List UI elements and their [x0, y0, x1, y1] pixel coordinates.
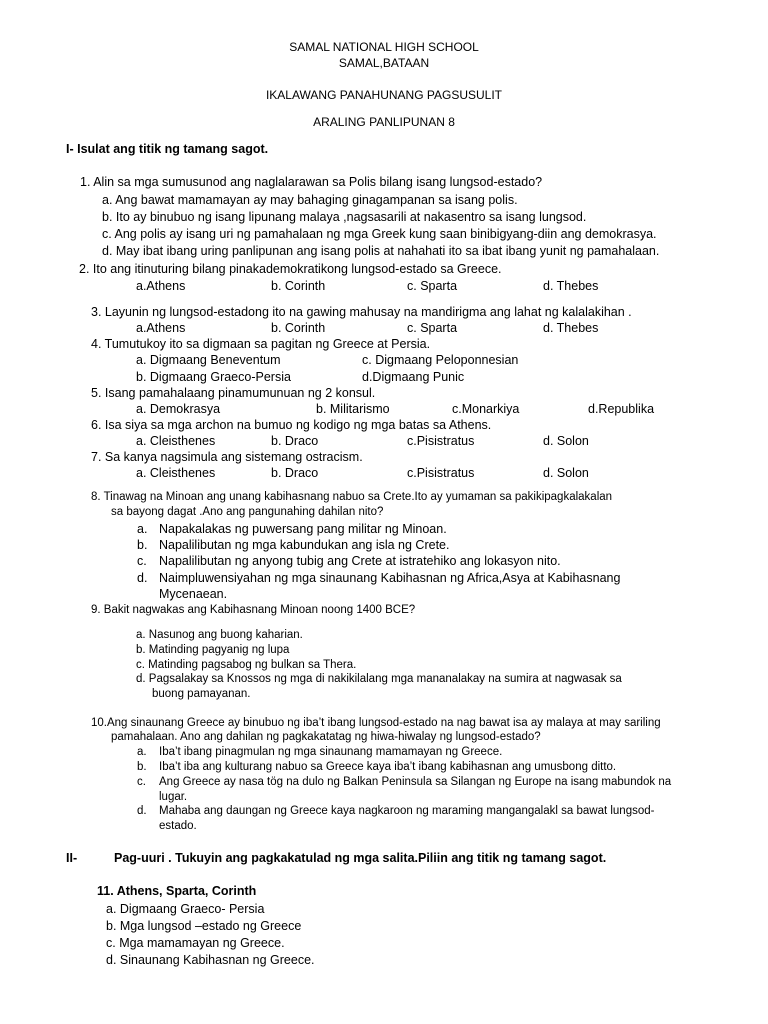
q4-text: 4. Tumutukoy ito sa digmaan sa pagitan ng Greece at Persia.: [91, 337, 431, 351]
q9-option-a: a. Nasunog ang buong kaharian.: [136, 629, 303, 641]
q10-option-c-letter: c.: [137, 776, 146, 788]
q5-option-a: a. Demokrasya: [136, 402, 221, 416]
q10-option-b: Iba’t iba ang kulturang nabuo sa Greece kaya iba’t ibang kabihasnan ang umusbong ditto.: [159, 761, 617, 773]
q1-option-b: b. Ito ay binubuo ng isang lipunang malaya ,nagsasarili at nakasentro sa isang lungsod.: [102, 210, 587, 224]
q11-text: 11. Athens, Sparta, Corinth: [97, 884, 257, 898]
q10-option-d-letter: d.: [137, 805, 147, 817]
q3-text: 3. Layunin ng lungsod-estadong ito na gawing mahusay na mandirigma ang lahat ng kalalakihan .: [91, 305, 632, 319]
q8-option-b-letter: b.: [137, 538, 148, 552]
q4-option-c: c. Digmaang Peloponnesian: [362, 353, 519, 367]
q4-option-b: b. Digmaang Graeco-Persia: [136, 370, 291, 384]
q8-option-c: Napalilibutan ng anyong tubig ang Crete at istratehiko ang lokasyon nito.: [159, 554, 561, 568]
q11-option-a: a. Digmaang Graeco- Persia: [106, 902, 265, 916]
q10-option-d: Mahaba ang daungan ng Greece kaya nagkaroon ng maraming mangangalakl sa bawat lungsod-: [159, 805, 655, 817]
q6-option-c: c.Pisistratus: [407, 434, 475, 448]
q10-option-a: Iba’t ibang pinagmulan ng mga sinaunang mamamayan ng Greece.: [159, 746, 503, 758]
part1-instruction: I- Isulat ang titik ng tamang sagot.: [66, 142, 269, 156]
q10-option-d-cont: estado.: [159, 820, 197, 832]
q5-option-b: b. Militarismo: [316, 402, 390, 416]
q9-option-d: d. Pagsalakay sa Knossos ng mga di nakikilalang mga mananalakay na sumira at nagwasak sa: [136, 673, 622, 685]
q5-text: 5. Isang pamahalaang pinamumunuan ng 2 konsul.: [91, 386, 376, 400]
q8-option-a-letter: a.: [137, 522, 148, 536]
q7-option-b: b. Draco: [271, 466, 319, 480]
q8-option-a: Napakalakas ng puwersang pang militar ng Minoan.: [159, 522, 447, 536]
q6-option-a: a. Cleisthenes: [136, 434, 216, 448]
q7-option-c: c.Pisistratus: [407, 466, 475, 480]
q2-option-c: c. Sparta: [407, 279, 458, 293]
q10-option-c: Ang Greece ay nasa tög na dulo ng Balkan Peninsula sa Silangan ng Europe na isang mabundok na: [159, 776, 672, 788]
q8-option-d-letter: d.: [137, 571, 148, 585]
q5-option-d: d.Republika: [588, 402, 655, 416]
q8-option-b: Napalilibutan ng mga kabundukan ang isla ng Crete.: [159, 538, 450, 552]
q2-text: 2. Ito ang itinuturing bilang pinakademokratikong lungsod-estado sa Greece.: [79, 262, 502, 276]
q2-option-d: d. Thebes: [543, 279, 599, 293]
exam-title: IKALAWANG PANAHUNANG PAGSUSULIT: [265, 88, 503, 102]
subject-title: ARALING PANLIPUNAN 8: [313, 115, 455, 129]
q4-option-a: a. Digmaang Beneventum: [136, 353, 281, 367]
q6-option-d: d. Solon: [543, 434, 589, 448]
q6-text: 6. Isa siya sa mga archon na bumuo ng kodigo ng mga batas sa Athens.: [91, 418, 492, 432]
school-name: SAMAL NATIONAL HIGH SCHOOL: [289, 40, 479, 54]
q1-text: 1. Alin sa mga sumusunod ang naglalarawan sa Polis bilang isang lungsod-estado?: [80, 175, 543, 189]
q9-text: 9. Bakit nagwakas ang Kabihasnang Minoan noong 1400 BCE?: [91, 604, 416, 616]
q1-option-d: d. May ibat ibang uring panlipunan ang isang polis at nahahati ito sa ibat ibang yunit ng pamahalaan.: [102, 244, 660, 258]
q9-option-c: c. Matinding pagsabog ng bulkan sa Thera.: [136, 659, 357, 671]
q11-option-c: c. Mga mamamayan ng Greece.: [106, 936, 285, 950]
q8-text-line1: 8. Tinawag na Minoan ang unang kabihasnang nabuo sa Crete.Ito ay yumaman sa pakikipagkalakalan: [91, 491, 613, 503]
q1-option-c: c. Ang polis ay isang uri ng pamahalaan ng mga Greek kung saan binibigyang-diin ang demokrasya.: [102, 227, 657, 241]
q1-option-a: a. Ang bawat mamamayan ay may bahaging ginagampanan sa isang polis.: [102, 193, 518, 207]
q3-option-d: d. Thebes: [543, 321, 599, 335]
part2-number: II-: [66, 851, 78, 865]
part2-instruction: Pag-uuri . Tukuyin ang pagkakatulad ng mga salita.Piliin ang titik ng tamang sagot.: [114, 851, 607, 865]
q8-option-d-cont: Mycenaean.: [159, 587, 228, 601]
q4-option-d: d.Digmaang Punic: [362, 370, 465, 384]
q11-option-d: d. Sinaunang Kabihasnan ng Greece.: [106, 953, 315, 967]
q10-option-a-letter: a.: [137, 746, 147, 758]
q3-option-b: b. Corinth: [271, 321, 326, 335]
q10-option-b-letter: b.: [137, 761, 147, 773]
q3-option-a: a.Athens: [136, 321, 186, 335]
q2-option-a: a.Athens: [136, 279, 186, 293]
q7-text: 7. Sa kanya nagsimula ang sistemang ostracism.: [91, 450, 363, 464]
q6-option-b: b. Draco: [271, 434, 319, 448]
q8-option-d: Naimpluwensiyahan ng mga sinaunang Kabihasnan ng Africa,Asya at Kabihasnang: [159, 571, 621, 585]
q7-option-d: d. Solon: [543, 466, 589, 480]
q7-option-a: a. Cleisthenes: [136, 466, 216, 480]
q3-option-c: c. Sparta: [407, 321, 458, 335]
q9-option-b: b. Matinding pagyanig ng lupa: [136, 644, 290, 656]
q2-option-b: b. Corinth: [271, 279, 326, 293]
q8-text-line2: sa bayong dagat .Ano ang pangunahing dahilan nito?: [111, 506, 384, 518]
q8-option-c-letter: c.: [137, 554, 147, 568]
q10-option-c-cont: lugar.: [159, 791, 188, 803]
q11-option-b: b. Mga lungsod –estado ng Greece: [106, 919, 302, 933]
q5-option-c: c.Monarkiya: [452, 402, 520, 416]
q10-text-line2: pamahalaan. Ano ang dahilan ng pagkakatatag ng hiwa-hiwalay ng lungsod-estado?: [111, 731, 541, 743]
q10-text-line1: 10.Ang sinaunang Greece ay binubuo ng iba’t ibang lungsod-estado na nag bawat isa ay malaya at may sariling: [91, 717, 661, 729]
q9-option-d-cont: buong pamayanan.: [152, 688, 251, 700]
school-location: SAMAL,BATAAN: [338, 56, 430, 70]
